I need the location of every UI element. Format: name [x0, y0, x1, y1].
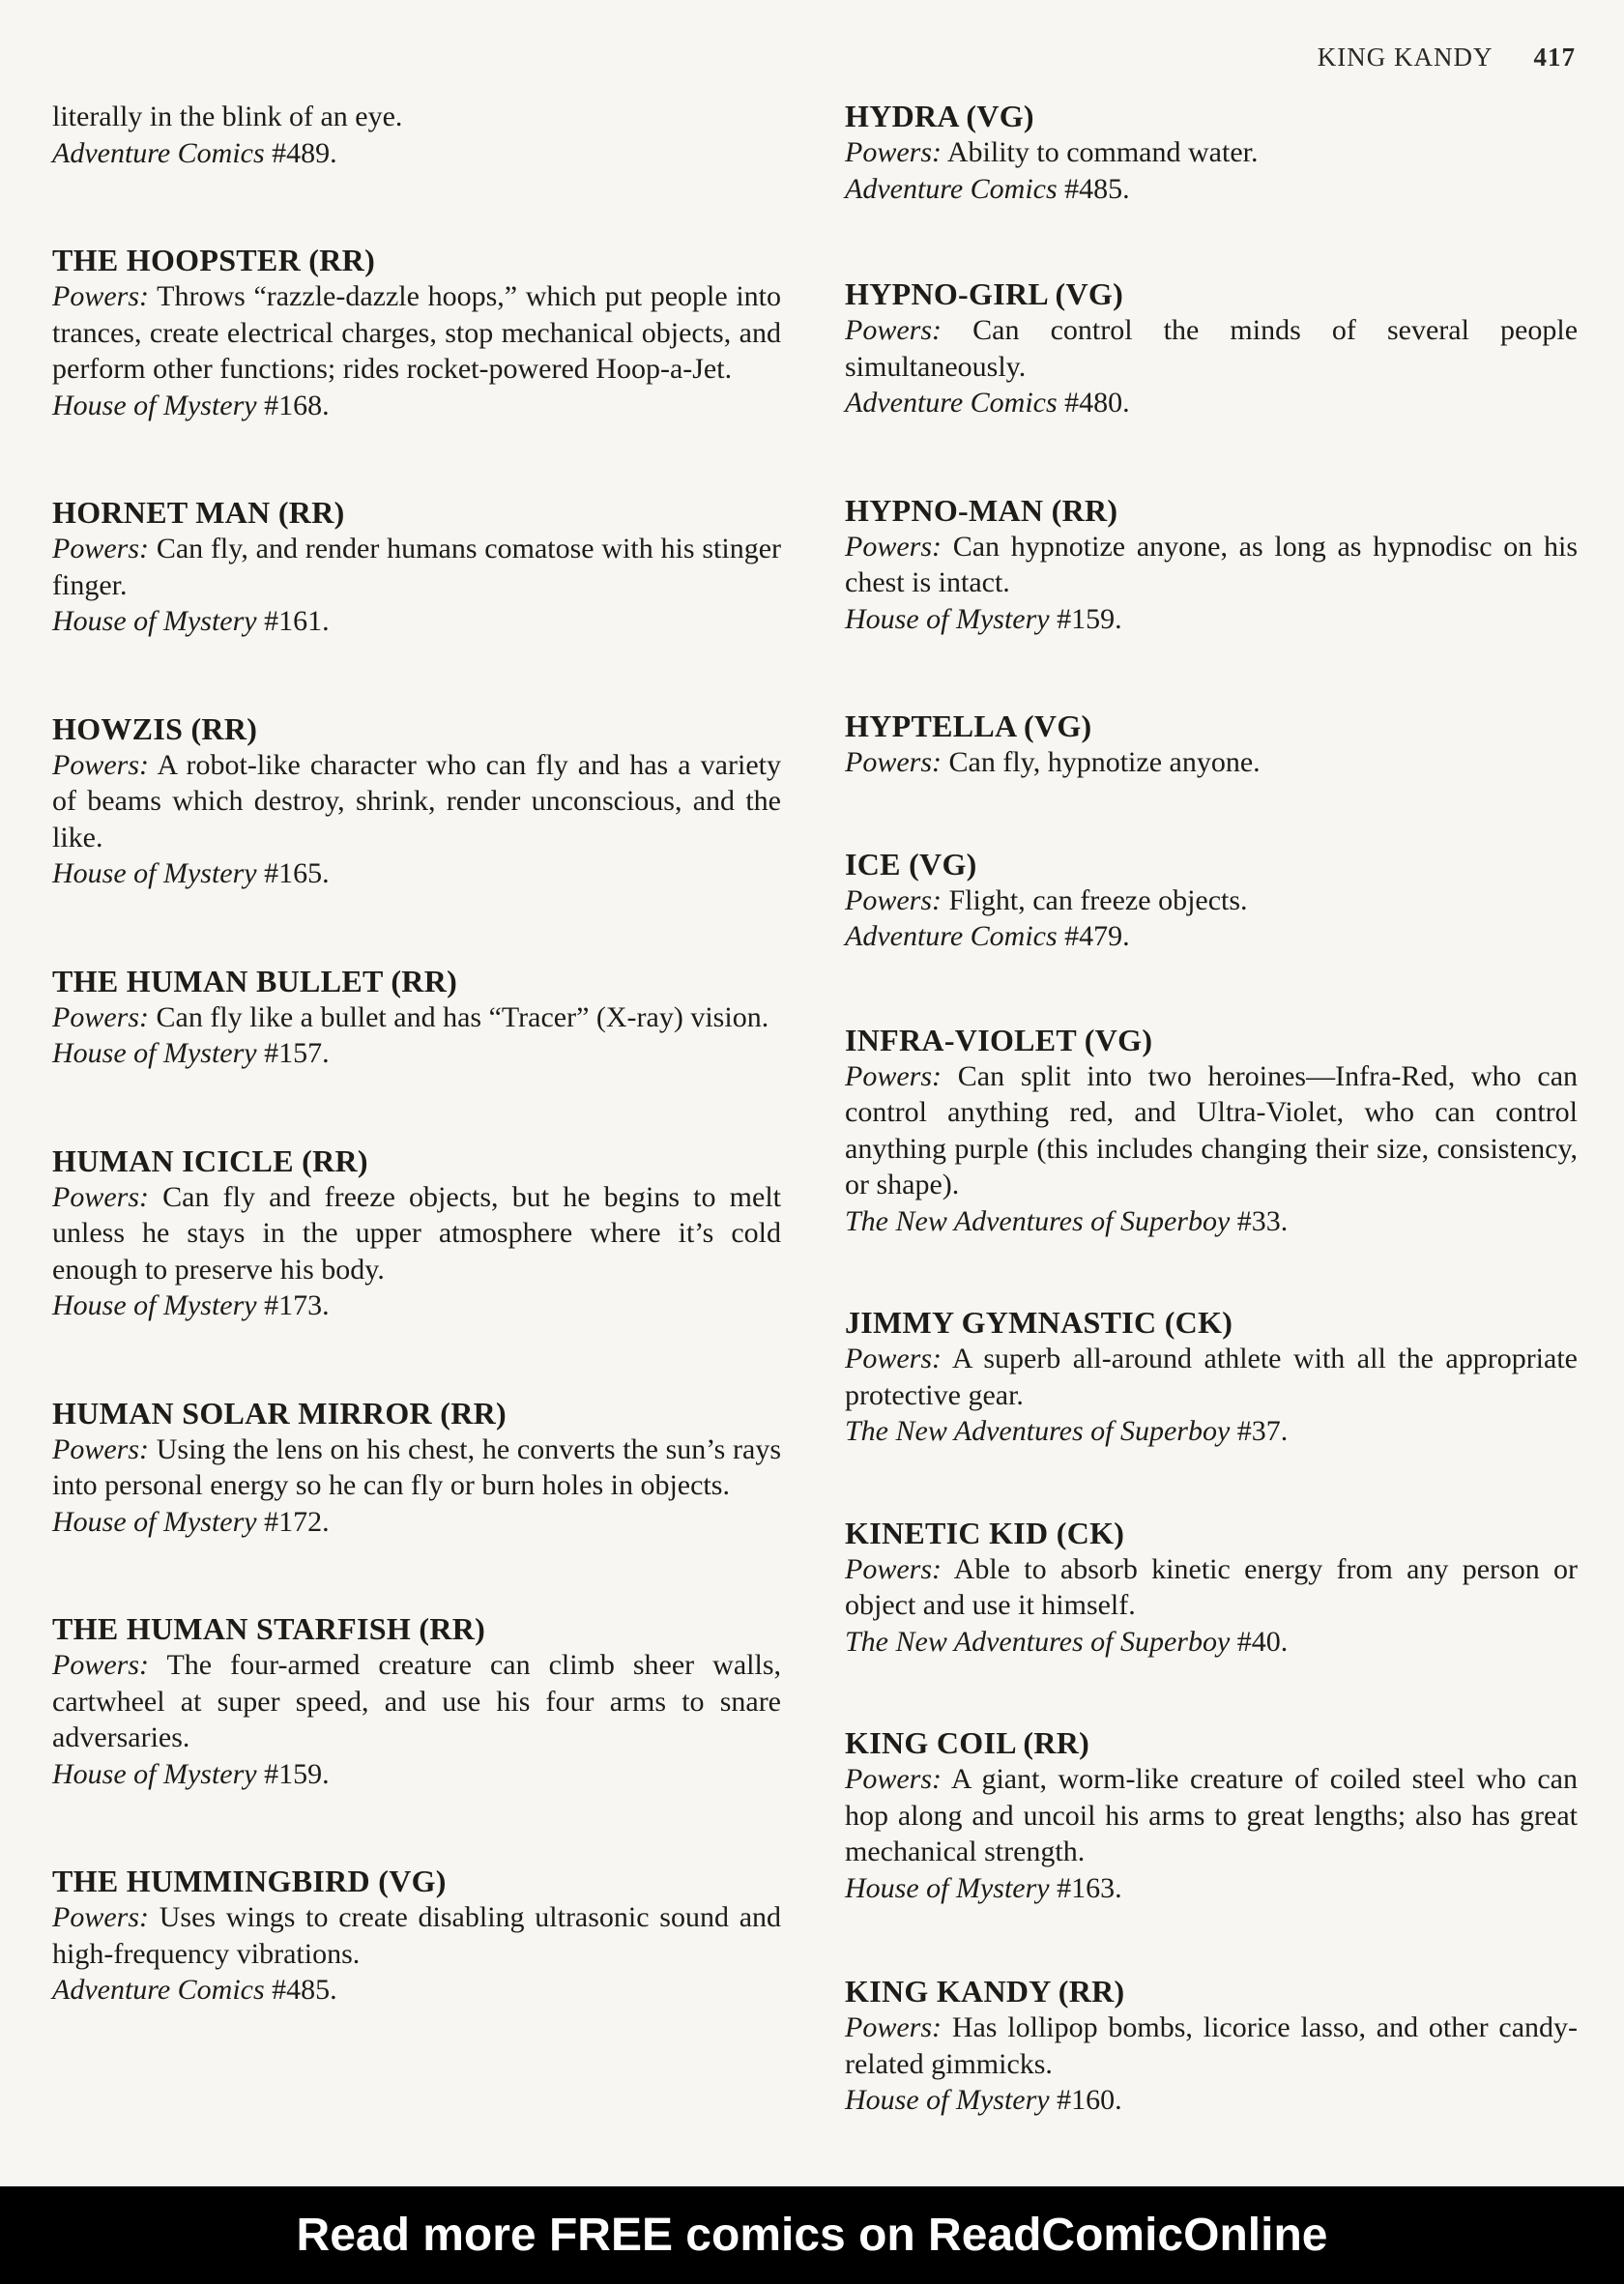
powers-text: Has lollipop bombs, licorice lasso, and other candy-related gimmicks. — [845, 2011, 1578, 2080]
entry-ice — [845, 847, 1578, 955]
source-issue: #163. — [1057, 1871, 1122, 1904]
source-issue: #159. — [1057, 602, 1122, 635]
source-issue: #161. — [264, 605, 330, 637]
powers-text: Can hypnotize anyone, as long as hypnodisc on his chest is intact. — [845, 530, 1578, 598]
powers-label: Powers: — [845, 136, 942, 168]
source-issue: #168. — [264, 389, 330, 421]
entry-powers — [845, 1341, 1578, 1413]
entry-infra-violet — [845, 1023, 1578, 1240]
continued-source — [52, 135, 781, 172]
source-title: The New Adventures of Superboy — [845, 1625, 1231, 1658]
entry-powers — [52, 531, 781, 603]
source-issue: #157. — [264, 1037, 330, 1069]
entry-name: KING COIL (RR) — [845, 1725, 1090, 1760]
entry-powers — [845, 312, 1578, 385]
source-title: The New Adventures of Superboy — [845, 1204, 1231, 1237]
entry-name: HYPTELLA (VG) — [845, 708, 1092, 743]
entry-name: KINETIC KID (CK) — [845, 1515, 1125, 1550]
entry-powers — [52, 1179, 781, 1288]
entry-powers — [845, 1551, 1578, 1624]
powers-text: A superb all-around athlete with all the appropriate protective gear. — [845, 1343, 1578, 1411]
powers-text: Can split into two heroines—Infra-Red, who can control anything red, and Ultra-Violet, who can control anything purple (this includes changing their size, consistency, or shape). — [845, 1059, 1579, 1200]
powers-text: Can control the minds of several people simultaneously. — [845, 314, 1579, 383]
powers-text: A giant, worm-like creature of coiled steel who can hop along and uncoil his arms to great lengths; also has great mechanical strength. — [845, 1763, 1578, 1867]
source-title: House of Mystery — [845, 602, 1050, 635]
entry-source — [52, 855, 781, 892]
entry-name: THE HOOPSTER (RR) — [52, 243, 376, 277]
source-issue: #165. — [264, 857, 330, 889]
entry-king-coil — [845, 1725, 1578, 1906]
entry-howzis — [52, 711, 781, 892]
source-title: House of Mystery — [52, 1289, 257, 1321]
continued-text: literally in the blink of an eye. — [52, 101, 403, 132]
entry-name: KING KANDY (RR) — [845, 1974, 1125, 2009]
entry-source — [52, 1756, 781, 1793]
entry-source — [52, 388, 781, 424]
entry-name: ICE (VG) — [845, 846, 977, 882]
powers-label: Powers: — [845, 2011, 942, 2043]
entry-name: HORNET MAN (RR) — [52, 495, 345, 530]
powers-label: Powers: — [845, 1059, 942, 1092]
source-issue: #489. — [272, 136, 337, 169]
source-title: House of Mystery — [52, 1757, 257, 1790]
entry-source — [845, 385, 1578, 421]
powers-text: Uses wings to create disabling ultrasonic sound and high-frequency vibrations. — [52, 1901, 782, 1970]
powers-label: Powers: — [52, 748, 149, 781]
entry-source — [845, 2082, 1578, 2119]
right-column — [845, 99, 1578, 2190]
source-issue: #33. — [1236, 1204, 1289, 1237]
source-title: House of Mystery — [845, 1871, 1050, 1904]
entry-name: INFRA-VIOLET (VG) — [845, 1022, 1153, 1057]
entry-source — [845, 918, 1578, 955]
entry-jimmy-gymnastic — [845, 1305, 1578, 1450]
entry-name: JIMMY GYMNASTIC (CK) — [845, 1305, 1233, 1340]
entry-source — [52, 1972, 781, 2009]
powers-label: Powers: — [52, 1180, 149, 1213]
entry-name: HOWZIS (RR) — [52, 710, 258, 746]
source-title: House of Mystery — [52, 857, 257, 889]
powers-label: Powers: — [52, 533, 149, 564]
entry-powers — [52, 747, 781, 856]
powers-label: Powers: — [52, 1000, 149, 1033]
promo-banner[interactable] — [0, 2186, 1624, 2284]
source-title: The New Adventures of Superboy — [845, 1415, 1231, 1447]
powers-label: Powers: — [845, 314, 942, 346]
entry-hydra — [845, 99, 1578, 207]
page-number: 417 — [1533, 43, 1576, 72]
powers-label: Powers: — [52, 280, 149, 312]
powers-text: Using the lens on his chest, he converts the sun’s rays into personal energy so he can fly or burn holes in objects. — [52, 1432, 782, 1501]
entry-name: HYPNO-MAN (RR) — [845, 492, 1118, 528]
entry-powers — [52, 999, 781, 1036]
entry-source — [52, 1035, 781, 1072]
entry-powers — [845, 134, 1578, 171]
source-issue: #480. — [1064, 387, 1130, 419]
source-title: House of Mystery — [845, 2084, 1050, 2116]
source-issue: #37. — [1236, 1415, 1289, 1447]
running-head — [1318, 43, 1576, 72]
continued-entry — [52, 99, 781, 171]
powers-label: Powers: — [845, 1552, 942, 1585]
entry-source — [845, 601, 1578, 638]
entry-source — [845, 1413, 1578, 1450]
entry-name: HYPNO-GIRL (VG) — [845, 276, 1124, 311]
entry-name: THE HUMAN BULLET (RR) — [52, 963, 458, 998]
source-issue: #160. — [1057, 2084, 1122, 2116]
entry-name: HUMAN ICICLE (RR) — [52, 1142, 368, 1178]
entry-name: THE HUMAN STARFISH (RR) — [52, 1611, 486, 1646]
entry-name: HYDRA (VG) — [845, 99, 1034, 133]
source-issue: #173. — [264, 1289, 330, 1321]
source-title: House of Mystery — [52, 1037, 257, 1069]
powers-label: Powers: — [845, 530, 942, 563]
entry-source — [845, 1624, 1578, 1661]
entry-powers — [845, 1761, 1578, 1870]
entry-source — [845, 1870, 1578, 1907]
entry-name: THE HUMMINGBIRD (VG) — [52, 1864, 447, 1898]
powers-label: Powers: — [52, 1432, 149, 1465]
entry-powers — [52, 278, 781, 388]
promo-banner-text[interactable]: Read more FREE comics on ReadComicOnline — [296, 2210, 1328, 2261]
source-issue: #479. — [1064, 920, 1130, 952]
powers-label: Powers: — [845, 1343, 942, 1374]
powers-text: Throws “razzle-dazzle hoops,” which put people into trances, create electrical charges, stop mechanical objects, and perform other functions; rides rocket-powered Hoop-a-Jet. — [52, 280, 781, 385]
entry-kinetic-kid — [845, 1516, 1578, 1661]
entry-source — [52, 1287, 781, 1324]
entry-name: HUMAN SOLAR MIRROR (RR) — [52, 1395, 507, 1431]
source-title: Adventure Comics — [52, 136, 265, 169]
source-issue: #485. — [272, 1974, 337, 2006]
source-title: Adventure Comics — [845, 387, 1058, 419]
powers-label: Powers: — [52, 1901, 149, 1933]
entry-source — [845, 1203, 1578, 1240]
running-title: KING KANDY — [1317, 43, 1494, 72]
source-issue: #40. — [1236, 1625, 1289, 1658]
powers-text: Flight, can freeze objects. — [948, 883, 1248, 916]
entry-hoopster — [52, 243, 781, 423]
entry-powers — [845, 2009, 1578, 2082]
left-column — [52, 99, 781, 2080]
entry-human-icicle — [52, 1143, 781, 1324]
powers-text: Can fly and freeze objects, but he begins to melt unless he stays in the upper atmosphere where it’s cold enough to preserve his body. — [52, 1180, 781, 1286]
source-title: House of Mystery — [52, 1505, 257, 1538]
entry-source — [52, 603, 781, 640]
entry-powers — [845, 744, 1578, 781]
entry-powers — [52, 1647, 781, 1756]
entry-hornet-man — [52, 495, 781, 640]
powers-text: Can fly like a bullet and has “Tracer” (X-ray) vision. — [156, 1000, 769, 1033]
source-issue: #485. — [1064, 172, 1130, 205]
powers-text: A robot-like character who can fly and has a variety of beams which destroy, shrink, render unconscious, and the like. — [52, 748, 781, 853]
entry-powers — [52, 1431, 781, 1504]
entry-human-solar-mirror — [52, 1396, 781, 1541]
entry-source — [845, 171, 1578, 208]
entry-source — [52, 1504, 781, 1541]
entry-powers — [845, 1058, 1578, 1203]
source-title: Adventure Comics — [845, 172, 1058, 205]
entry-hyptella — [845, 708, 1578, 781]
powers-label: Powers: — [52, 1649, 149, 1681]
powers-text: The four-armed creature can climb sheer walls, cartwheel at super speed, and use his four arms to snare adversaries. — [52, 1649, 781, 1753]
source-title: Adventure Comics — [845, 920, 1058, 952]
powers-label: Powers: — [845, 746, 942, 778]
entry-human-bullet — [52, 964, 781, 1072]
source-issue: #172. — [264, 1505, 330, 1538]
powers-text: Can fly, and render humans comatose with his stinger finger. — [52, 533, 781, 601]
entry-powers — [845, 882, 1578, 919]
source-title: House of Mystery — [52, 389, 257, 421]
powers-text: Can fly, hypnotize anyone. — [948, 746, 1261, 778]
powers-label: Powers: — [845, 883, 942, 916]
entry-human-starfish — [52, 1611, 781, 1792]
entry-hypno-girl — [845, 276, 1578, 421]
source-issue: #159. — [264, 1757, 330, 1790]
entry-hypno-man — [845, 493, 1578, 638]
powers-text: Able to absorb kinetic energy from any person or object and use it himself. — [845, 1552, 1578, 1621]
entry-king-kandy — [845, 1974, 1578, 2119]
entry-powers — [845, 529, 1578, 601]
entry-hummingbird — [52, 1864, 781, 2009]
powers-text: Ability to command water. — [946, 136, 1259, 168]
source-title: Adventure Comics — [52, 1974, 265, 2006]
source-title: House of Mystery — [52, 605, 257, 637]
powers-label: Powers: — [845, 1763, 942, 1795]
entry-powers — [52, 1899, 781, 1972]
